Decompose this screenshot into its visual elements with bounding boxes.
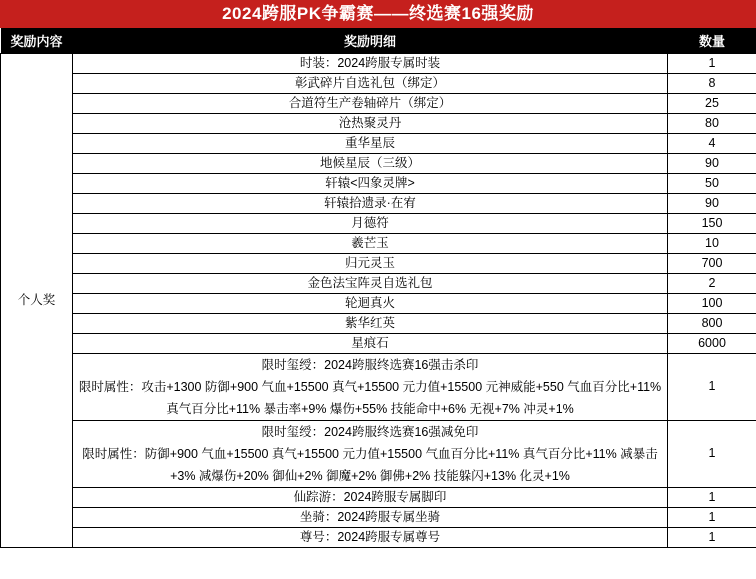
table-row bbox=[1, 193, 756, 213]
table-row bbox=[1, 353, 756, 420]
table-row bbox=[1, 173, 756, 193]
page-title: 2024跨服PK争霸赛——终选赛16强奖励 bbox=[0, 0, 756, 28]
table-row bbox=[1, 507, 756, 527]
table-row bbox=[1, 153, 756, 173]
table-row bbox=[1, 333, 756, 353]
detail-cell: 轩辕拾遗录·在宥 bbox=[73, 193, 668, 213]
qty-cell: 10 bbox=[668, 233, 756, 253]
table-row bbox=[1, 233, 756, 253]
detail-cell: 仙踪游：2024跨服专属脚印 bbox=[73, 487, 668, 507]
qty-cell: 1 bbox=[668, 53, 756, 73]
qty-cell: 1 bbox=[668, 487, 756, 507]
table-row bbox=[1, 53, 756, 73]
rewards-table bbox=[0, 28, 756, 548]
table-row bbox=[1, 293, 756, 313]
qty-cell: 90 bbox=[668, 153, 756, 173]
qty-cell: 25 bbox=[668, 93, 756, 113]
qty-cell: 1 bbox=[668, 527, 756, 547]
detail-cell: 金色法宝阵灵自选礼包 bbox=[73, 273, 668, 293]
detail-cell: 紫华红英 bbox=[73, 313, 668, 333]
detail-cell: 轩辕<四象灵牌> bbox=[73, 173, 668, 193]
qty-cell: 8 bbox=[668, 73, 756, 93]
header-cell-detail: 奖励明细 bbox=[73, 28, 668, 53]
qty-cell: 90 bbox=[668, 193, 756, 213]
detail-cell: 轮迴真火 bbox=[73, 293, 668, 313]
seal-name: 限时玺绶：2024跨服终选赛16强减免印 bbox=[261, 424, 479, 439]
detail-cell: 月德符 bbox=[73, 213, 668, 233]
qty-cell: 1 bbox=[668, 420, 756, 487]
table-row bbox=[1, 73, 756, 93]
detail-cell: 星痕石 bbox=[73, 333, 668, 353]
header-cell-content: 奖励内容 bbox=[1, 28, 73, 53]
seal-attributes: 限时属性：攻击+1300 防御+900 气血+15500 真气+15500 元力值+15500 元神威能+550 气血百分比+11% 真气百分比+11% 暴击率+9% 爆伤+55% 技能命中+6% 无视+7% 冲灵+1% bbox=[78, 379, 662, 416]
detail-cell: 坐骑：2024跨服专属坐骑 bbox=[73, 507, 668, 527]
detail-cell: 尊号：2024跨服专属尊号 bbox=[73, 527, 668, 547]
detail-cell: 时装：2024跨服专属时装 bbox=[73, 53, 668, 73]
qty-cell: 1 bbox=[668, 507, 756, 527]
detail-cell: 地候星辰（三级） bbox=[73, 153, 668, 173]
qty-cell: 2 bbox=[668, 273, 756, 293]
table-row bbox=[1, 113, 756, 133]
detail-cell bbox=[73, 353, 668, 420]
qty-cell: 150 bbox=[668, 213, 756, 233]
qty-cell: 80 bbox=[668, 113, 756, 133]
table-row bbox=[1, 273, 756, 293]
qty-cell: 100 bbox=[668, 293, 756, 313]
category-cell: 个人奖 bbox=[1, 53, 73, 547]
detail-cell: 归元灵玉 bbox=[73, 253, 668, 273]
detail-cell bbox=[73, 420, 668, 487]
seal-attributes: 限时属性：防御+900 气血+15500 真气+15500 元力值+15500 气血百分比+11% 真气百分比+11% 减暴击+3% 减爆伤+20% 御仙+2% 御魔+2% 御佛+2% 技能躲闪+13% 化灵+1% bbox=[82, 446, 658, 483]
detail-cell: 彰武碎片自选礼包（绑定） bbox=[73, 73, 668, 93]
header-cell-qty: 数量 bbox=[668, 28, 756, 53]
table-row bbox=[1, 420, 756, 487]
qty-cell: 6000 bbox=[668, 333, 756, 353]
detail-cell: 重华星辰 bbox=[73, 133, 668, 153]
header-row bbox=[1, 28, 756, 53]
table-row bbox=[1, 133, 756, 153]
seal-name: 限时玺绶：2024跨服终选赛16强击杀印 bbox=[261, 357, 479, 372]
table-row bbox=[1, 527, 756, 547]
table-row bbox=[1, 313, 756, 333]
qty-cell: 700 bbox=[668, 253, 756, 273]
table-row bbox=[1, 253, 756, 273]
table-row bbox=[1, 487, 756, 507]
qty-cell: 1 bbox=[668, 353, 756, 420]
table-row bbox=[1, 213, 756, 233]
detail-cell: 羲芒玉 bbox=[73, 233, 668, 253]
qty-cell: 4 bbox=[668, 133, 756, 153]
table-row bbox=[1, 93, 756, 113]
detail-cell: 沧热聚灵丹 bbox=[73, 113, 668, 133]
qty-cell: 50 bbox=[668, 173, 756, 193]
detail-cell: 合道符生产卷轴碎片（绑定） bbox=[73, 93, 668, 113]
qty-cell: 800 bbox=[668, 313, 756, 333]
